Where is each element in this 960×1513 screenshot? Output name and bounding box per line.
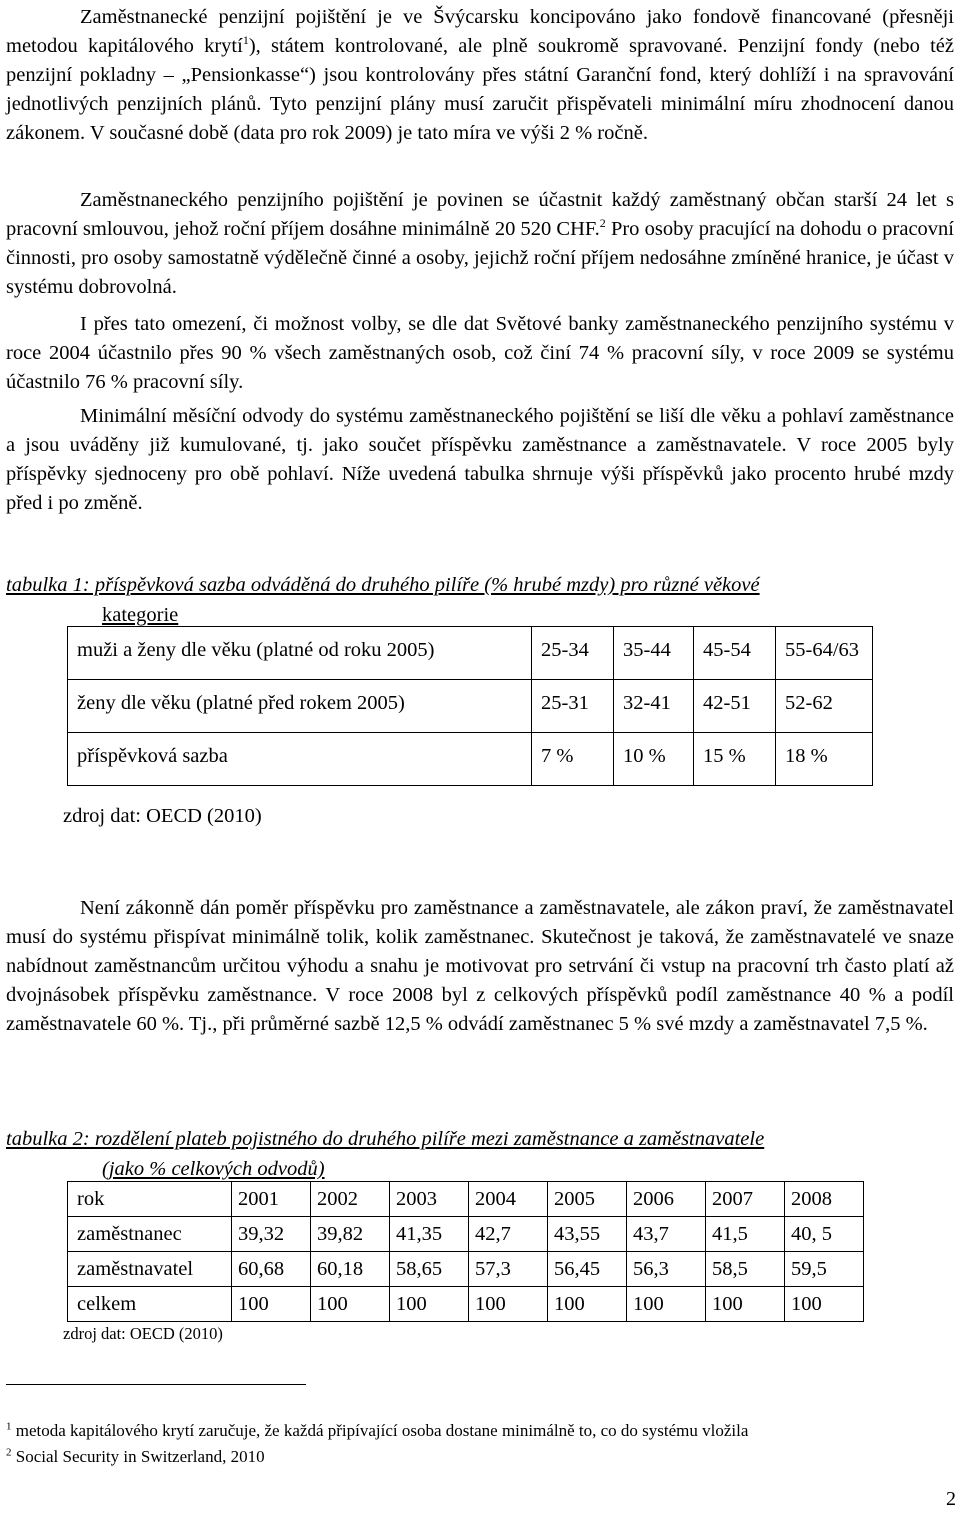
table-cell: 32-41 [614, 680, 694, 733]
table-cell: 43,7 [627, 1217, 706, 1252]
table-cell: 58,65 [390, 1252, 469, 1287]
table-cell: 100 [390, 1287, 469, 1322]
table-cell: 2005 [548, 1182, 627, 1217]
table-cell: 2003 [390, 1182, 469, 1217]
table-cell: 57,3 [469, 1252, 548, 1287]
footnote-1 [6, 1420, 748, 1442]
table-cell: 25-34 [532, 627, 614, 680]
table-cell: 2002 [311, 1182, 390, 1217]
footnote-text: metoda kapitálového krytí zaručuje, že každá připívající osoba dostane minimálně to, co do systému vložila [15, 1421, 749, 1440]
paragraph-3: I přes tato omezení, či možnost volby, se dle dat Světové banky zaměstnaneckého penzijního systému v roce 2004 účastnilo přes 90 % všech zaměstnaných osob, což činí 74 % pracovní síly, v roce 2009 se systému účastnilo 76 % pracovní síly. [6, 313, 954, 393]
table-cell: 2006 [627, 1182, 706, 1217]
table-cell: 7 % [532, 733, 614, 786]
table-cell: zaměstnavatel [68, 1252, 232, 1287]
table-cell: 35-44 [614, 627, 694, 680]
paragraph-4: Minimální měsíční odvody do systému zaměstnaneckého pojištění se liší dle věku a pohlaví zaměstnance a jsou uváděny již kumulované, tj. jako součet příspěvku zaměstnance a zaměstnavatele. V roce 2005 byly příspěvky sjednoceny pro obě pohlaví. Níže uvedená tabulka shrnuje výši příspěvků jako procento hrubé mzdy před i po změně. [6, 405, 954, 514]
paragraph-2-text-a: Zaměstnaneckého penzijního pojištění je povinen se účastnit každý zaměstnaný občan starší 24 let s pracovní smlouvou, jehož roční příjem dosáhne minimálně 20 520 CHF. [6, 189, 954, 240]
table-cell: 41,35 [390, 1217, 469, 1252]
table-row [68, 627, 873, 680]
table-cell: 2001 [232, 1182, 311, 1217]
table-cell: 100 [785, 1287, 864, 1322]
table-cell: 42-51 [694, 680, 776, 733]
table-cell: 60,68 [232, 1252, 311, 1287]
paragraph-2-text-b: Pro osoby pracující na dohodu o pracovní činnosti, pro osoby samostatně výdělečně činné a osoby, jejichž roční příjem nedosáhne zmíněné hranice, je účast v systému dobrovolná. [6, 218, 954, 298]
table-cell: 56,45 [548, 1252, 627, 1287]
footnote-2 [6, 1446, 265, 1468]
paragraph-2 [6, 186, 954, 302]
table-cell: 56,3 [627, 1252, 706, 1287]
table-cell: 40, 5 [785, 1217, 864, 1252]
table-2-caption [6, 1124, 954, 1184]
table-1-caption [6, 570, 954, 630]
footnote-mark: 2 [6, 1446, 12, 1459]
table-row [68, 680, 873, 733]
table-row [68, 1182, 864, 1217]
paragraph-1-text-a: Zaměstnanecké penzijní pojištění je ve Švýcarsku koncipováno jako fondově financované (přesněji metodou kapitálového krytí [6, 6, 954, 57]
table-cell: 42,7 [469, 1217, 548, 1252]
table-cell: 100 [469, 1287, 548, 1322]
contribution-rate-table [67, 626, 873, 786]
table-cell: celkem [68, 1287, 232, 1322]
table-cell: 59,5 [785, 1252, 864, 1287]
table-cell: 60,18 [311, 1252, 390, 1287]
table-cell: muži a ženy dle věku (platné od roku 2005) [68, 627, 532, 680]
table-cell: ženy dle věku (platné před rokem 2005) [68, 680, 532, 733]
table-cell: 39,32 [232, 1217, 311, 1252]
table-cell: 43,55 [548, 1217, 627, 1252]
table-cell: 2004 [469, 1182, 548, 1217]
table-cell: 100 [548, 1287, 627, 1322]
table-cell: 55-64/63 [776, 627, 873, 680]
table-2-caption-line-1: tabulka 2: rozdělení plateb pojistného do druhého pilíře mezi zaměstnance a zaměstnavatele [6, 1128, 765, 1150]
table-cell: 15 % [694, 733, 776, 786]
paragraph-1 [6, 3, 954, 148]
table-2-caption-line-2: (jako % celkových odvodů) [102, 1158, 325, 1180]
table-cell: 25-31 [532, 680, 614, 733]
table-cell: 41,5 [706, 1217, 785, 1252]
table-cell: 58,5 [706, 1252, 785, 1287]
table-cell: 2008 [785, 1182, 864, 1217]
table-cell: 39,82 [311, 1217, 390, 1252]
footnote-ref-2: 2 [599, 216, 606, 231]
footnote-ref-1: 1 [242, 33, 249, 48]
table-row [68, 733, 873, 786]
table-cell: rok [68, 1182, 232, 1217]
table-cell: 100 [627, 1287, 706, 1322]
table-cell: 2007 [706, 1182, 785, 1217]
table-cell: 100 [311, 1287, 390, 1322]
table-cell: 10 % [614, 733, 694, 786]
table-1-source: zdroj dat: OECD (2010) [63, 805, 262, 827]
table-2-source: zdroj dat: OECD (2010) [63, 1324, 223, 1343]
table-1-caption-line-2: kategorie [102, 604, 179, 626]
table-cell: 100 [706, 1287, 785, 1322]
table-row [68, 1217, 864, 1252]
footnote-separator [6, 1384, 306, 1385]
table-cell: zaměstnanec [68, 1217, 232, 1252]
table-row [68, 1287, 864, 1322]
footnote-text: Social Security in Switzerland, 2010 [15, 1447, 265, 1466]
page-number: 2 [946, 1488, 956, 1510]
footnote-mark: 1 [6, 1420, 12, 1433]
table-cell: příspěvková sazba [68, 733, 532, 786]
table-cell: 18 % [776, 733, 873, 786]
payment-split-table [67, 1181, 864, 1322]
table-1-caption-line-1: tabulka 1: příspěvková sazba odváděná do druhého pilíře (% hrubé mzdy) pro různé věkové [6, 574, 760, 596]
table-cell: 45-54 [694, 627, 776, 680]
table-cell: 100 [232, 1287, 311, 1322]
table-row [68, 1252, 864, 1287]
table-cell: 52-62 [776, 680, 873, 733]
paragraph-1-text-b: ), státem kontrolované, ale plně soukromě spravované. Penzijní fondy (nebo též penzijní pokladny – „Pensionkasse“) jsou kontrolovány přes státní Garanční fond, který dohlíží i na spravování jednotlivých penzijních plánů. Tyto penzijní plány musí zaručit přispěvateli minimální míru zhodnocení danou zákonem. V současné době (data pro rok 2009) je tato míra ve výši 2 % ročně. [6, 35, 954, 144]
paragraph-5: Není zákonně dán poměr příspěvku pro zaměstnance a zaměstnavatele, ale zákon praví, že zaměstnavatel musí do systému přispívat minimálně tolik, kolik zaměstnanec. Skutečnost je taková, že zaměstnavatelé ve snaze nabídnout zaměstnancům určitou výhodu a snahu je motivovat pro setrvání či vstup na pracovní trh často platí až dvojnásobek příspěvku zaměstnance. V roce 2008 byl z celkových příspěvků podíl zaměstnance 40 % a podíl zaměstnavatele 60 %. Tj., při průměrné sazbě 12,5 % odvádí zaměstnanec 5 % své mzdy a zaměstnavatel 7,5 %. [6, 897, 954, 1035]
